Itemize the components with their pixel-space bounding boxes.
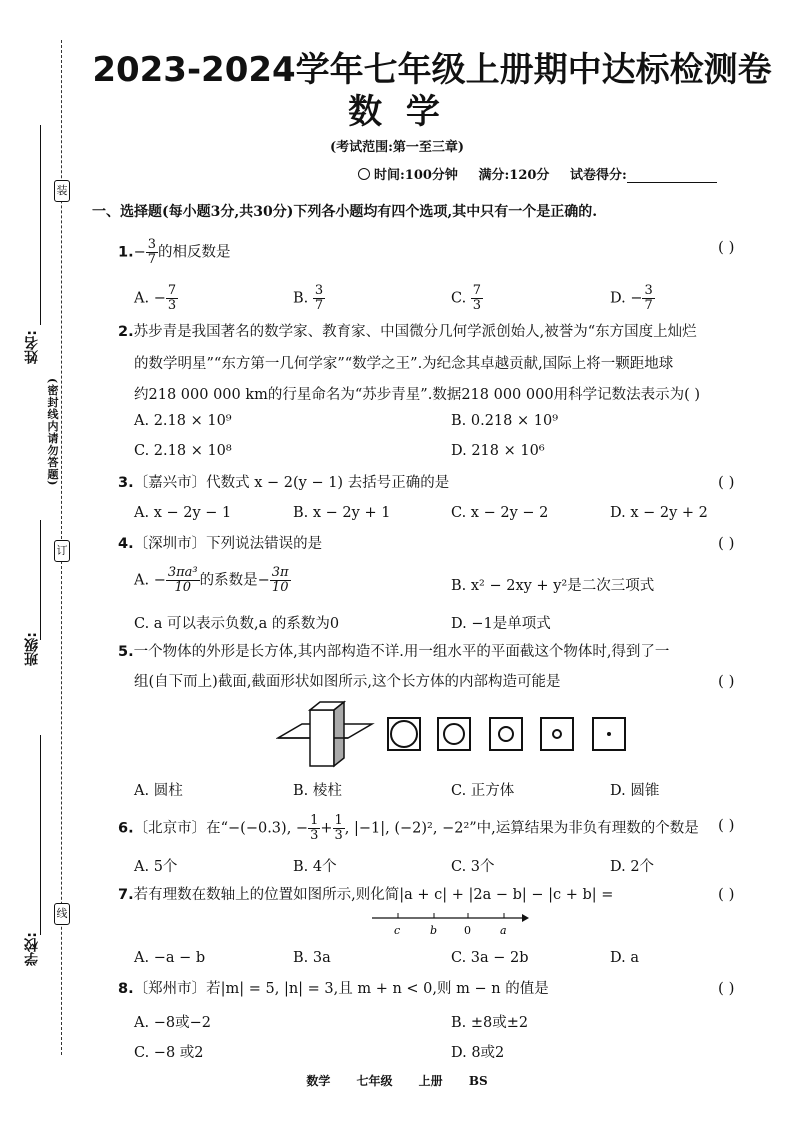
option-1d[interactable]: D. − $\frac{3}{7}$ bbox=[610, 283, 653, 313]
option-2b[interactable]: B. 0.218 × 10⁹ bbox=[451, 413, 559, 429]
exam-meta bbox=[358, 164, 717, 183]
axis-label-0: 0 bbox=[464, 924, 471, 937]
option-5b[interactable]: B. 棱柱 bbox=[293, 783, 342, 799]
option-4d[interactable]: D. −1是单项式 bbox=[451, 616, 551, 632]
option-5a[interactable]: A. 圆柱 bbox=[134, 783, 183, 799]
option-8d[interactable]: D. 8或2 bbox=[451, 1045, 505, 1061]
school-label: 学校: bbox=[24, 932, 40, 966]
answer-bracket-7[interactable]: ( ) bbox=[718, 885, 735, 903]
exam-subject: 数 学 bbox=[348, 92, 446, 132]
option-3b[interactable]: B. x − 2y + 1 bbox=[293, 505, 391, 521]
option-2d[interactable]: D. 218 × 10⁶ bbox=[451, 443, 545, 459]
score-blank[interactable] bbox=[627, 168, 717, 183]
cross-section-2 bbox=[437, 717, 471, 751]
option-7b[interactable]: B. 3a bbox=[293, 950, 331, 966]
question-2-line-1: 2.苏步青是我国著名的数学家、教育家、中国微分几何学派创始人,被誉为“东方国度上灿烂 bbox=[118, 324, 697, 340]
option-7d[interactable]: D. a bbox=[610, 950, 639, 966]
option-2a[interactable]: A. 2.18 × 10⁹ bbox=[134, 413, 232, 429]
option-6d[interactable]: D. 2个 bbox=[610, 859, 655, 875]
option-6c[interactable]: C. 3个 bbox=[451, 859, 495, 875]
cross-section-5 bbox=[592, 717, 626, 751]
score-label: 试卷得分: bbox=[569, 168, 627, 183]
clock-icon bbox=[358, 168, 370, 180]
question-4: 4.〔深圳市〕下列说法错误的是 bbox=[118, 536, 323, 552]
option-7c[interactable]: C. 3a − 2b bbox=[451, 950, 529, 966]
class-label: 班级: bbox=[24, 632, 40, 666]
number-line-figure bbox=[370, 910, 530, 940]
option-2c[interactable]: C. 2.18 × 10⁸ bbox=[134, 443, 232, 459]
question-number: 1. bbox=[118, 244, 134, 261]
page-footer: 数学 七年级 上册 BS bbox=[306, 1074, 488, 1088]
name-underline bbox=[40, 125, 41, 325]
option-1a[interactable]: A. − $\frac{7}{3}$ bbox=[134, 283, 177, 313]
exam-scope: (考试范围:第一至三章) bbox=[329, 140, 465, 155]
option-5d[interactable]: D. 圆锥 bbox=[610, 783, 660, 799]
seal-mark-1: 装 bbox=[54, 180, 70, 202]
exam-time: 时间:100分钟 bbox=[374, 168, 458, 183]
seal-mark-3: 线 bbox=[54, 903, 70, 925]
sidebar-warning: (密封线内请勿答题) bbox=[46, 378, 59, 487]
exam-full-score: 满分:120分 bbox=[478, 168, 550, 183]
exam-title: 2023-2024学年七年级上册期中达标检测卷 bbox=[92, 50, 772, 90]
answer-bracket-5[interactable]: ( ) bbox=[718, 672, 735, 690]
option-6a[interactable]: A. 5个 bbox=[134, 859, 178, 875]
axis-label-c: c bbox=[394, 924, 401, 937]
question-1: 1.− $\frac{3}{7}$ 的相反数是 bbox=[118, 237, 231, 267]
question-6: 6.〔北京市〕在“−(−0.3), − $\frac{1}{3}$ + $\frac{1}{3}$ , |−1|, (−2)², −2²”中,运算结果为非负有理数的个数是 bbox=[118, 813, 699, 843]
question-5-line-1: 5.一个物体的外形是长方体,其内部构造不详.用一组水平的平面截这个物体时,得到了一 bbox=[118, 644, 670, 660]
seal-mark-2: 订 bbox=[54, 540, 70, 562]
answer-bracket-1[interactable]: ( ) bbox=[718, 238, 735, 256]
option-3d[interactable]: D. x − 2y + 2 bbox=[610, 505, 708, 521]
answer-bracket-4[interactable]: ( ) bbox=[718, 534, 735, 552]
question-3: 3.〔嘉兴市〕代数式 x − 2(y − 1) 去括号正确的是 bbox=[118, 475, 450, 491]
option-4c[interactable]: C. a 可以表示负数,a 的系数为0 bbox=[134, 616, 340, 632]
name-label: 姓名: bbox=[24, 330, 40, 364]
question-2-line-2: 的数学明星”“东方第一几何学家”“数学之王”.为纪念其卓越贡献,国际上将一颗距地球 bbox=[134, 356, 674, 372]
answer-bracket-8[interactable]: ( ) bbox=[718, 979, 735, 997]
axis-label-b: b bbox=[430, 924, 438, 937]
option-8a[interactable]: A. −8或−2 bbox=[134, 1015, 211, 1031]
option-7a[interactable]: A. −a − b bbox=[134, 950, 206, 966]
cross-section-1 bbox=[387, 717, 421, 751]
school-underline bbox=[40, 735, 41, 935]
box-cross-section-figure bbox=[276, 700, 376, 770]
class-underline bbox=[40, 520, 41, 640]
fraction: $\frac{3}{7}$ bbox=[147, 237, 157, 267]
option-4a[interactable]: A. − $\frac{\text{3πa³}}{10}$ 的系数是− $\frac{3\pi}{10}$ bbox=[134, 565, 289, 595]
option-3a[interactable]: A. x − 2y − 1 bbox=[134, 505, 232, 521]
axis-label-a: a bbox=[500, 924, 507, 937]
option-1b[interactable]: B. $\frac{3}{7}$ bbox=[293, 283, 324, 313]
option-6b[interactable]: B. 4个 bbox=[293, 859, 337, 875]
option-5c[interactable]: C. 正方体 bbox=[451, 783, 515, 799]
option-3c[interactable]: C. x − 2y − 2 bbox=[451, 505, 549, 521]
cross-section-4 bbox=[540, 717, 574, 751]
question-2-line-3: 约218 000 000 km的行星命名为“苏步青星”.数据218 000 000用科学记数法表示为( ) bbox=[134, 387, 700, 403]
option-1c[interactable]: C. $\frac{7}{3}$ bbox=[451, 283, 482, 313]
cross-section-3 bbox=[489, 717, 523, 751]
option-4b[interactable]: B. x² − 2xy + y²是二次三项式 bbox=[451, 578, 655, 594]
question-5-line-2: 组(自下而上)截面,截面形状如图所示,这个长方体的内部构造可能是 bbox=[134, 674, 561, 690]
question-8: 8.〔郑州市〕若|m| = 5, |n| = 3,且 m + n < 0,则 m − n 的值是 bbox=[118, 981, 549, 997]
answer-bracket-3[interactable]: ( ) bbox=[718, 473, 735, 491]
option-8b[interactable]: B. ±8或±2 bbox=[451, 1015, 529, 1031]
section-heading: 一、选择题(每小题3分,共30分)下列各小题均有四个选项,其中只有一个是正确的. bbox=[92, 204, 598, 220]
answer-bracket-6[interactable]: ( ) bbox=[718, 816, 735, 834]
question-7: 7.若有理数在数轴上的位置如图所示,则化简|a + c| + |2a − b| − |c + b| = bbox=[118, 887, 614, 903]
option-8c[interactable]: C. −8 或2 bbox=[134, 1045, 204, 1061]
